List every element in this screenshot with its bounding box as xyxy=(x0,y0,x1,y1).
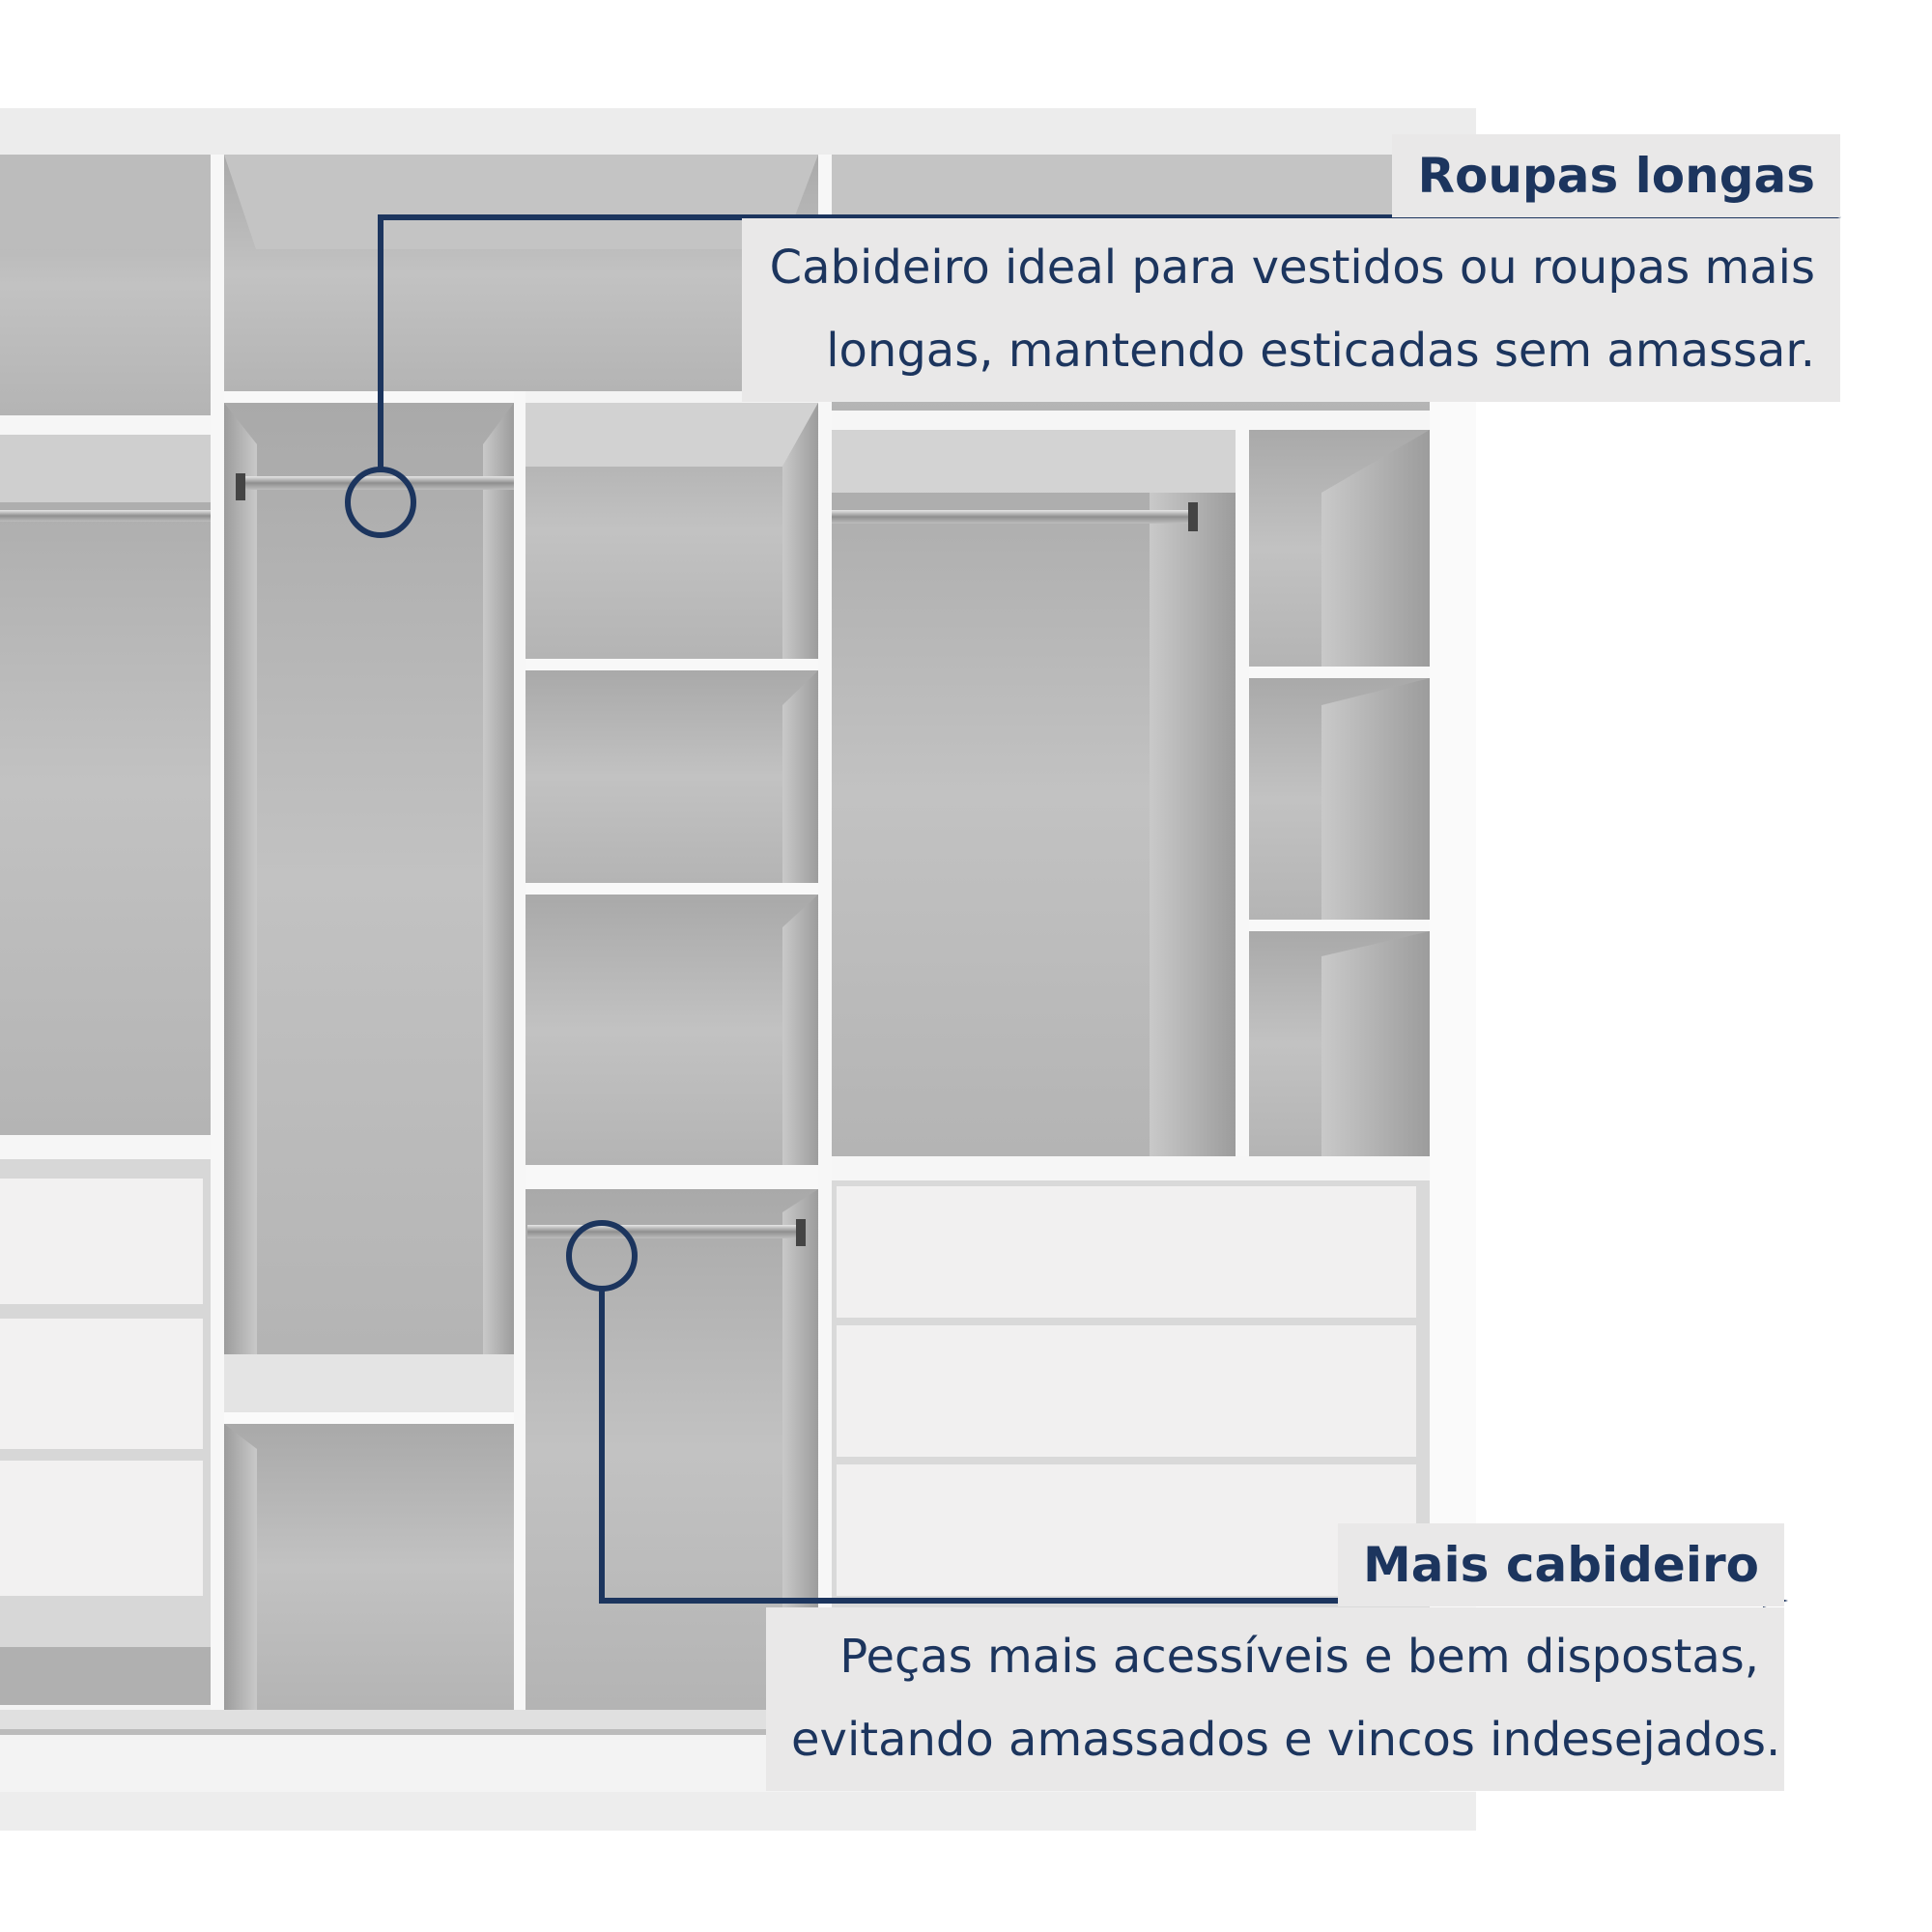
wardrobe-top-panel xyxy=(0,108,1476,155)
drawer-front xyxy=(0,1319,203,1449)
callout-text-line: evitando amassados e vincos indesejados. xyxy=(791,1713,1781,1767)
divider-panel xyxy=(211,155,224,1710)
callout-title-mais-cabideiro: Mais cabideiro xyxy=(1338,1523,1784,1606)
hanging-rod xyxy=(832,510,1194,524)
divider-panel xyxy=(514,391,526,1710)
drawer-front xyxy=(0,1179,203,1304)
drawer-front xyxy=(837,1464,1416,1596)
drawer-front xyxy=(0,1461,203,1596)
callout-title-roupas-longas: Roupas longas xyxy=(1392,134,1840,217)
callout-text-roupas-longas xyxy=(742,218,1840,402)
short-hanging-rod xyxy=(527,1225,802,1238)
callout-text-line: longas, mantendo esticadas sem amassar. xyxy=(826,324,1815,378)
drawer-front xyxy=(837,1325,1416,1457)
callout-text-line: Peças mais acessíveis e bem dispostas, xyxy=(839,1630,1759,1684)
callout-text-mais-cabideiro xyxy=(766,1607,1784,1791)
shelf-column xyxy=(526,403,818,1710)
left-column xyxy=(0,155,211,1705)
drawer-front xyxy=(837,1186,1416,1318)
long-hanging-rod xyxy=(238,476,514,490)
callout-text-line: Cabideiro ideal para vestidos ou roupas mais xyxy=(769,241,1815,295)
wardrobe-bottom-panel xyxy=(0,1792,1476,1831)
